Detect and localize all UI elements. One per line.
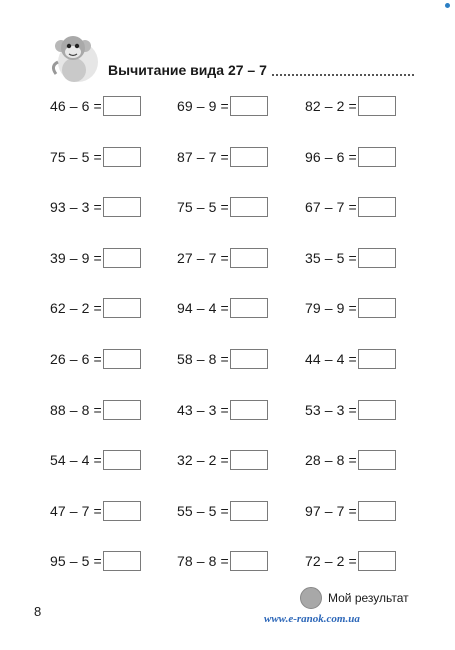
problem-expression: 94 – 4 = <box>177 300 229 317</box>
problem-item <box>177 147 268 167</box>
problem-expression: 93 – 3 = <box>50 199 102 216</box>
problem-row <box>0 96 455 147</box>
problem-expression: 39 – 9 = <box>50 249 102 266</box>
problem-expression: 32 – 2 = <box>177 452 229 469</box>
problem-expression: 53 – 3 = <box>305 401 357 418</box>
answer-box[interactable] <box>358 349 396 369</box>
problem-expression: 95 – 5 = <box>50 553 102 570</box>
problem-expression: 67 – 7 = <box>305 199 357 216</box>
problem-item <box>305 298 396 318</box>
answer-box[interactable] <box>230 147 268 167</box>
problem-item <box>177 248 268 268</box>
problem-expression: 75 – 5 = <box>177 199 229 216</box>
answer-box[interactable] <box>358 450 396 470</box>
problem-item <box>305 450 396 470</box>
problem-item <box>177 501 268 521</box>
problem-row <box>0 298 455 349</box>
problem-expression: 27 – 7 = <box>177 249 229 266</box>
answer-box[interactable] <box>230 197 268 217</box>
problem-item <box>177 349 268 369</box>
problem-item <box>50 349 141 369</box>
problem-expression: 97 – 7 = <box>305 502 357 519</box>
answer-box[interactable] <box>230 349 268 369</box>
problem-item <box>177 197 268 217</box>
title-dotted-line <box>272 74 414 76</box>
problem-expression: 44 – 4 = <box>305 350 357 367</box>
problem-item <box>177 96 268 116</box>
answer-box[interactable] <box>358 501 396 521</box>
problem-item <box>305 248 396 268</box>
problem-expression: 35 – 5 = <box>305 249 357 266</box>
problem-item <box>305 197 396 217</box>
problem-expression: 75 – 5 = <box>50 148 102 165</box>
problem-item <box>305 551 396 571</box>
answer-box[interactable] <box>358 197 396 217</box>
problem-item <box>305 96 396 116</box>
problem-row <box>0 197 455 248</box>
problem-item <box>50 400 141 420</box>
answer-box[interactable] <box>103 400 141 420</box>
answer-box[interactable] <box>230 96 268 116</box>
result-circle-icon[interactable] <box>300 587 322 609</box>
answer-box[interactable] <box>103 349 141 369</box>
problem-expression: 88 – 8 = <box>50 401 102 418</box>
problem-item <box>50 96 141 116</box>
problem-row <box>0 450 455 501</box>
answer-box[interactable] <box>358 551 396 571</box>
result-label: Мой результат <box>328 591 409 605</box>
answer-box[interactable] <box>230 400 268 420</box>
problem-expression: 62 – 2 = <box>50 300 102 317</box>
problem-item <box>50 147 141 167</box>
problem-expression: 26 – 6 = <box>50 350 102 367</box>
answer-box[interactable] <box>230 450 268 470</box>
answer-box[interactable] <box>358 147 396 167</box>
my-result <box>300 587 409 609</box>
monkey-icon <box>48 28 108 84</box>
answer-box[interactable] <box>103 450 141 470</box>
answer-box[interactable] <box>358 298 396 318</box>
problem-item <box>50 298 141 318</box>
problem-item <box>50 248 141 268</box>
problem-expression: 43 – 3 = <box>177 401 229 418</box>
problem-expression: 72 – 2 = <box>305 553 357 570</box>
worksheet-header <box>44 28 424 84</box>
answer-box[interactable] <box>230 551 268 571</box>
answer-box[interactable] <box>103 197 141 217</box>
answer-box[interactable] <box>358 96 396 116</box>
problem-row <box>0 501 455 552</box>
problem-expression: 96 – 6 = <box>305 148 357 165</box>
answer-box[interactable] <box>103 147 141 167</box>
problem-expression: 87 – 7 = <box>177 148 229 165</box>
answer-box[interactable] <box>103 248 141 268</box>
answer-box[interactable] <box>358 248 396 268</box>
problem-expression: 55 – 5 = <box>177 502 229 519</box>
problem-item <box>50 551 141 571</box>
problem-row <box>0 147 455 198</box>
problem-expression: 78 – 8 = <box>177 553 229 570</box>
problem-expression: 58 – 8 = <box>177 350 229 367</box>
website-link[interactable]: www.e-ranok.com.ua <box>264 613 360 625</box>
problem-row <box>0 349 455 400</box>
problem-expression: 69 – 9 = <box>177 98 229 114</box>
problem-item <box>177 298 268 318</box>
problem-row <box>0 400 455 451</box>
problem-row <box>0 248 455 299</box>
problem-grid <box>0 96 455 602</box>
problem-item <box>177 400 268 420</box>
answer-box[interactable] <box>103 298 141 318</box>
answer-box[interactable] <box>230 501 268 521</box>
answer-box[interactable] <box>358 400 396 420</box>
answer-box[interactable] <box>230 248 268 268</box>
answer-box[interactable] <box>103 96 141 116</box>
answer-box[interactable] <box>230 298 268 318</box>
problem-item <box>305 147 396 167</box>
answer-box[interactable] <box>103 501 141 521</box>
problem-item <box>177 450 268 470</box>
problem-expression: 54 – 4 = <box>50 452 102 469</box>
problem-item <box>305 501 396 521</box>
page-number: 8 <box>34 604 42 619</box>
problem-item <box>305 400 396 420</box>
answer-box[interactable] <box>103 551 141 571</box>
problem-item <box>177 551 268 571</box>
problem-item <box>50 501 141 521</box>
problem-expression: 82 – 2 = <box>305 98 357 114</box>
problem-expression: 28 – 8 = <box>305 452 357 469</box>
problem-item <box>305 349 396 369</box>
problem-item <box>50 197 141 217</box>
page-title: Вычитание вида 27 – 7 <box>108 62 267 78</box>
problem-item <box>50 450 141 470</box>
problem-expression: 46 – 6 = <box>50 98 102 114</box>
problem-expression: 47 – 7 = <box>50 502 102 519</box>
problem-expression: 79 – 9 = <box>305 300 357 317</box>
publisher-logo <box>427 2 451 10</box>
ranok-logo-icon <box>445 3 450 8</box>
